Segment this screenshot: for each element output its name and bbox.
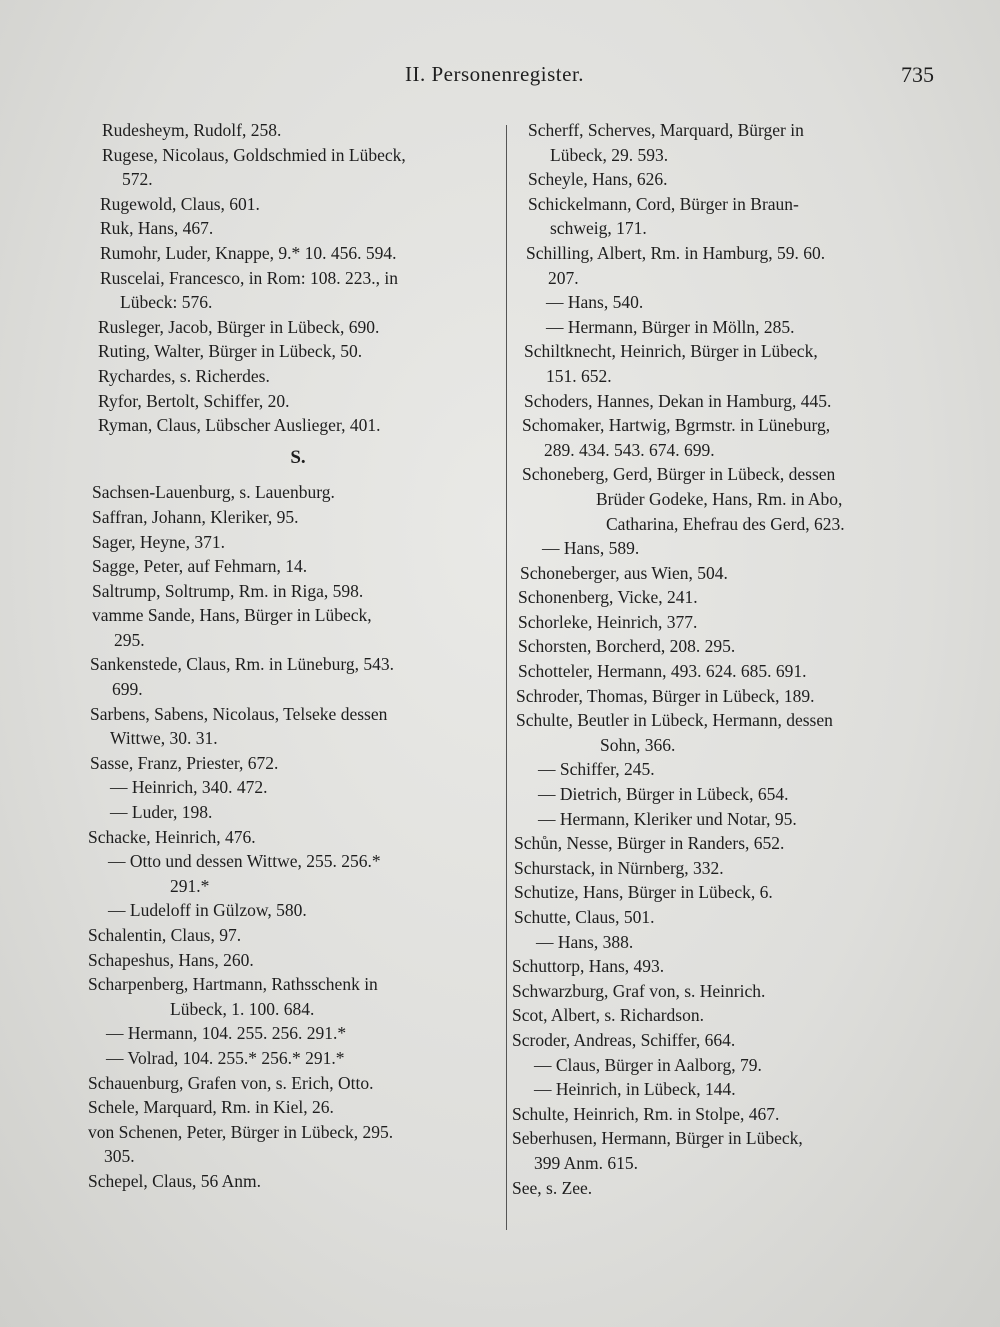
index-entry: Sarbens, Sabens, Nicolaus, Telseke dessen bbox=[90, 703, 388, 724]
index-entry: von Schenen, Peter, Bürger in Lübeck, 295. bbox=[88, 1121, 394, 1142]
index-entry: Schoders, Hannes, Dekan in Hamburg, 445. bbox=[524, 390, 832, 411]
index-sub-entry: — Heinrich, 340. 472. bbox=[110, 777, 268, 798]
index-entry: Schroder, Thomas, Bürger in Lübeck, 189. bbox=[516, 685, 815, 706]
index-entry-continuation: 207. bbox=[548, 267, 579, 288]
index-entry: Scherff, Scherves, Marquard, Bürger in bbox=[528, 120, 804, 140]
index-entry: Schele, Marquard, Rm. in Kiel, 26. bbox=[88, 1097, 334, 1118]
index-entry-continuation: 291.* bbox=[170, 875, 210, 896]
index-entry-continuation: 305. bbox=[104, 1146, 135, 1167]
index-entry: Schomaker, Hartwig, Bgrmstr. in Lüneburg, bbox=[522, 415, 831, 436]
index-entry-continuation: 399 Anm. 615. bbox=[534, 1152, 639, 1173]
index-entry: Ruting, Walter, Bürger in Lübeck, 50. bbox=[98, 341, 363, 362]
index-entry: Schorsten, Borcherd, 208. 295. bbox=[518, 636, 736, 657]
index-entry: Scroder, Andreas, Schiffer, 664. bbox=[512, 1029, 736, 1050]
index-entry: Rugese, Nicolaus, Goldschmied in Lübeck, bbox=[102, 144, 406, 165]
index-entry: Scheyle, Hans, 626. bbox=[528, 169, 668, 190]
left-column bbox=[88, 118, 498, 1194]
index-entry: Ryfor, Bertolt, Schiffer, 20. bbox=[98, 390, 290, 411]
index-entry: Rugewold, Claus, 601. bbox=[100, 193, 260, 214]
index-sub-entry: — Otto und dessen Wittwe, 255. 256.* bbox=[108, 851, 381, 872]
index-entry-continuation: Lübeck, 1. 100. 684. bbox=[170, 998, 315, 1019]
index-sub-entry: — Dietrich, Bürger in Lübeck, 654. bbox=[538, 784, 789, 805]
index-entry: Schuttorp, Hans, 493. bbox=[512, 956, 665, 977]
column-divider bbox=[506, 125, 507, 1230]
index-entry: Schoneberg, Gerd, Bürger in Lübeck, dessen bbox=[522, 464, 836, 485]
index-entry: Schonenberg, Vicke, 241. bbox=[518, 587, 698, 608]
index-entry: Schorleke, Heinrich, 377. bbox=[518, 611, 698, 632]
index-entry: Sager, Heyne, 371. bbox=[92, 531, 225, 552]
index-entry: Scharpenberg, Hartmann, Rathsschenk in bbox=[88, 974, 378, 995]
index-entry: Saltrump, Soltrump, Rm. in Riga, 598. bbox=[92, 580, 364, 601]
running-title: II. Personenregister. bbox=[405, 62, 585, 86]
index-entry: Rumohr, Luder, Knappe, 9.* 10. 456. 594. bbox=[100, 242, 397, 263]
index-entry-continuation: 572. bbox=[122, 169, 153, 190]
index-entry: Schapeshus, Hans, 260. bbox=[88, 949, 254, 970]
index-entry: Ryman, Claus, Lübscher Auslieger, 401. bbox=[98, 415, 381, 436]
index-sub-entry: — Volrad, 104. 255.* 256.* 291.* bbox=[106, 1047, 345, 1068]
index-sub-entry: — Hans, 388. bbox=[536, 931, 634, 952]
index-entry-continuation: Brüder Godeke, Hans, Rm. in Abo, bbox=[596, 488, 843, 509]
index-entry-continuation: schweig, 171. bbox=[550, 218, 647, 239]
index-entry: Schulte, Beutler in Lübeck, Hermann, dessen bbox=[516, 710, 833, 731]
index-entry: Schickelmann, Cord, Bürger in Braun- bbox=[528, 193, 799, 214]
index-entry: Schilling, Albert, Rm. in Hamburg, 59. 60. bbox=[526, 242, 826, 263]
index-entry: Rychardes, s. Richerdes. bbox=[98, 365, 270, 386]
index-entry: Schauenburg, Grafen von, s. Erich, Otto. bbox=[88, 1072, 374, 1093]
index-sub-entry: — Luder, 198. bbox=[110, 802, 213, 823]
right-column bbox=[512, 118, 934, 1200]
index-sub-entry: — Hermann, Kleriker und Notar, 95. bbox=[538, 808, 797, 829]
index-entry: Schulte, Heinrich, Rm. in Stolpe, 467. bbox=[512, 1103, 780, 1124]
index-sub-entry: — Schiffer, 245. bbox=[538, 759, 655, 780]
index-entry: Schůn, Nesse, Bürger in Randers, 652. bbox=[514, 833, 785, 854]
index-sub-entry: — Hermann, Bürger in Mölln, 285. bbox=[546, 316, 795, 337]
index-sub-entry: — Ludeloff in Gülzow, 580. bbox=[108, 900, 307, 921]
index-entry: Seberhusen, Hermann, Bürger in Lübeck, bbox=[512, 1128, 803, 1149]
index-entry: Ruk, Hans, 467. bbox=[100, 218, 214, 239]
index-entry-continuation: 289. 434. 543. 674. 699. bbox=[544, 439, 715, 460]
index-entry-continuation: Lübeck, 29. 593. bbox=[550, 144, 669, 165]
page-number: 735 bbox=[901, 62, 934, 87]
index-entry-continuation: Lübeck: 576. bbox=[120, 292, 213, 313]
index-entry-continuation: 699. bbox=[112, 679, 143, 700]
index-sub-entry: — Hans, 540. bbox=[546, 292, 644, 313]
index-sub-entry: — Hans, 589. bbox=[542, 538, 640, 559]
index-entry: Sagge, Peter, auf Fehmarn, 14. bbox=[92, 556, 308, 577]
index-entry: Ruscelai, Francesco, in Rom: 108. 223., in bbox=[100, 267, 398, 288]
index-entry: Schalentin, Claus, 97. bbox=[88, 925, 242, 945]
index-entry-continuation: 151. 652. bbox=[546, 365, 612, 386]
index-sub-entry: — Hermann, 104. 255. 256. 291.* bbox=[106, 1023, 347, 1044]
index-entry: Sankenstede, Claus, Rm. in Lüneburg, 543. bbox=[90, 654, 394, 675]
index-entry-continuation: Catharina, Ehefrau des Gerd, 623. bbox=[606, 513, 845, 534]
index-entry: Sasse, Franz, Priester, 672. bbox=[90, 752, 279, 773]
index-entry-continuation: Sohn, 366. bbox=[600, 734, 676, 755]
index-entry: Schutte, Claus, 501. bbox=[514, 907, 655, 927]
index-entry: Schoneberger, aus Wien, 504. bbox=[520, 562, 728, 583]
index-entry: Schurstack, in Nürnberg, 332. bbox=[514, 857, 724, 878]
page-header bbox=[0, 62, 1000, 102]
index-entry: Rudesheym, Rudolf, 258. bbox=[102, 120, 282, 140]
index-entry: Rusleger, Jacob, Bürger in Lübeck, 690. bbox=[98, 316, 380, 337]
index-entry-continuation: Wittwe, 30. 31. bbox=[110, 728, 218, 749]
index-entry-continuation: 295. bbox=[114, 629, 145, 650]
index-entry: Schwarzburg, Graf von, s. Heinrich. bbox=[512, 980, 766, 1001]
index-entry: Sachsen-Lauenburg, s. Lauenburg. bbox=[92, 482, 335, 503]
index-sub-entry: — Claus, Bürger in Aalborg, 79. bbox=[534, 1054, 762, 1075]
index-entry: Schutize, Hans, Bürger in Lübeck, 6. bbox=[514, 882, 773, 903]
index-entry: Scot, Albert, s. Richardson. bbox=[512, 1005, 704, 1026]
index-entry: Schotteler, Hermann, 493. 624. 685. 691. bbox=[518, 661, 807, 682]
section-letter: S. bbox=[290, 446, 306, 468]
index-entry: Saffran, Johann, Kleriker, 95. bbox=[92, 506, 299, 527]
index-entry: Schepel, Claus, 56 Anm. bbox=[88, 1170, 262, 1191]
index-entry: See, s. Zee. bbox=[512, 1177, 593, 1198]
index-entry: vamme Sande, Hans, Bürger in Lübeck, bbox=[92, 605, 372, 626]
index-sub-entry: — Heinrich, in Lübeck, 144. bbox=[534, 1079, 736, 1100]
index-entry: Schiltknecht, Heinrich, Bürger in Lübeck, bbox=[524, 341, 818, 362]
index-entry: Schacke, Heinrich, 476. bbox=[88, 826, 256, 847]
